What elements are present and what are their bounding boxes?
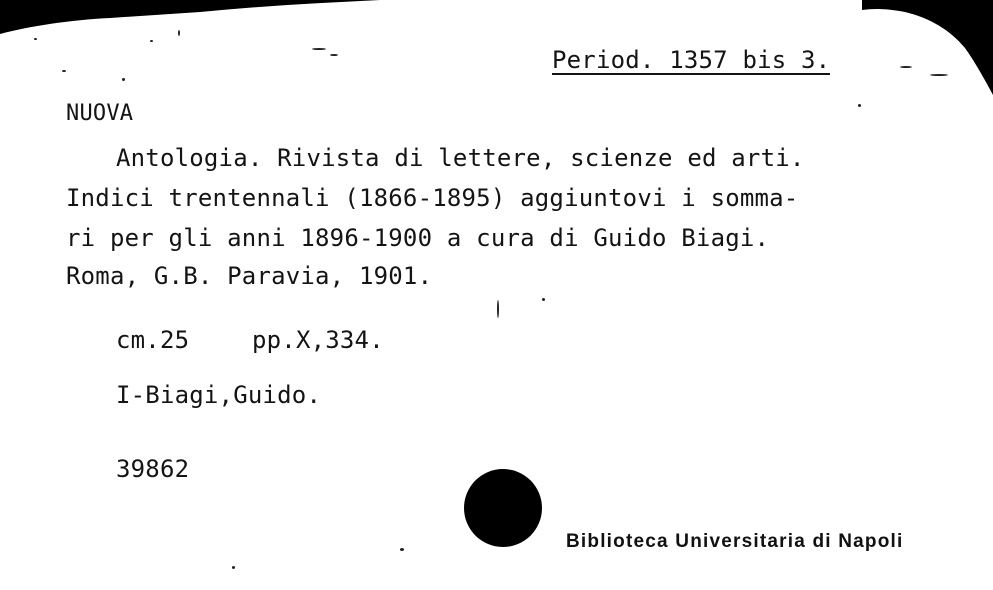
scan-speck: [400, 548, 404, 551]
scan-speck: [858, 104, 861, 107]
scan-speck: [232, 566, 235, 569]
scan-speck: [62, 70, 66, 72]
added-entry: I-Biagi,Guido.: [116, 381, 322, 409]
scan-speck: [34, 38, 37, 40]
description-line-3: ri per gli anni 1896-1900 a cura di Guido Biagi.: [66, 224, 770, 252]
scan-speck: [542, 298, 545, 301]
scan-speck: [497, 300, 499, 318]
scan-speck: [122, 78, 125, 81]
punch-hole: [464, 469, 542, 547]
description-line-1: Antologia. Rivista di lettere, scienze ed arti.: [116, 144, 805, 172]
scan-speck: [150, 40, 153, 42]
dimensions: cm.25: [116, 326, 190, 354]
description-line-4: Roma, G.B. Paravia, 1901.: [66, 262, 433, 290]
shelfmark: Period. 1357 bis 3.: [552, 46, 831, 74]
description-line-2: Indici trentennali (1866-1895) aggiuntovi i somma-: [66, 184, 799, 212]
pagination: pp.X,334.: [252, 326, 384, 354]
accession-number: 39862: [116, 455, 190, 483]
library-stamp: Biblioteca Universitaria di Napoli: [566, 531, 904, 552]
scan-speck: [312, 48, 326, 50]
scan-edge-top: [0, 0, 993, 110]
scan-speck: [930, 74, 948, 76]
main-heading: NUOVA: [66, 101, 134, 126]
scan-speck: [178, 30, 180, 36]
scan-speck: [330, 54, 338, 56]
scan-speck: [900, 66, 912, 68]
